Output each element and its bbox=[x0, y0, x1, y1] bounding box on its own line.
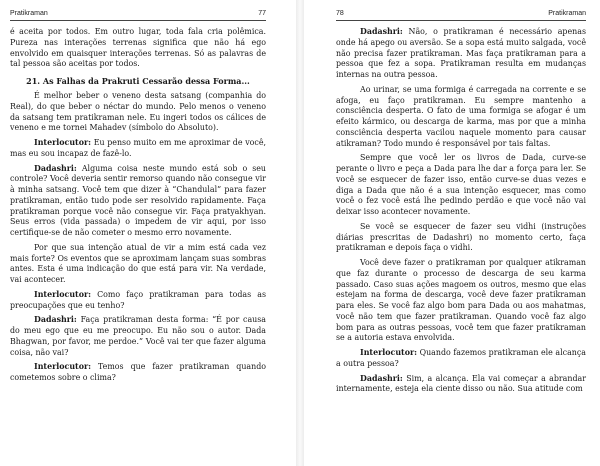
speaker-label: Dadashri: bbox=[360, 373, 403, 383]
running-title: Pratikraman bbox=[548, 10, 586, 17]
paragraph-text: Faça pratikraman desta forma: “É por causa do meu ego que eu me preocupo. Eu não sou o autor. Dada Bhagwan, por favor, me perdoe.” Você vai ter que fazer alguma coisa, não vai? bbox=[10, 315, 266, 357]
speaker-label: Dadashri: bbox=[34, 163, 77, 173]
paragraph: Sempre que você ler os livros de Dada, curve-se perante o livro e peça a Dada para lhe dar a força para ler. Se você se esquecer de fazer isso, então curve-se duas vezes e diga a Dada que não é a sua intenção esquecer, mas como você o fez você está lhe pedindo perdão e que você não vai deixar isso acontecer novamente. bbox=[336, 153, 586, 216]
right-page-body bbox=[336, 27, 586, 395]
speaker-label: Dadashri: bbox=[34, 315, 77, 325]
paragraph-text: Temos que fazer pratikraman quando cometemos sobre o clima? bbox=[10, 362, 266, 382]
left-page-header bbox=[10, 4, 266, 21]
left-page-body bbox=[10, 27, 266, 384]
paragraph bbox=[336, 348, 586, 370]
paragraph-text: Não, o pratikraman é necessário apenas onde há apego ou aversão. Se a sopa está muito salgada, você não precisa fazer pratikraman. Mas faça pratikraman para a pessoa que fez a sopa. Pratikraman resulta em mudanças internas na outra pessoa. bbox=[336, 27, 586, 79]
paragraph: Por que sua intenção atual de vir a mim está cada vez mais forte? Os eventos que se aproximam lançam suas sombras antes. Esta é uma indicação do que está para vir. Na verdade, vai acontecer. bbox=[10, 242, 266, 284]
speaker-label: Dadashri: bbox=[360, 27, 403, 36]
paragraph-text: Alguma coisa neste mundo está sob o seu controle? Você deveria sentir remorso quando não consegue vir à minha satsang. Você tem que dizer à “Chandulal” para fazer pratikraman, então tudo pode ser resolvido rapidamente. Faça pratikraman porque você não consegue vir. Faça pratyakhyan. Seus erros (vida passada) o impedem de vir aqui, por isso certifique-se de não cometer o mesmo erro novamente. bbox=[10, 163, 266, 237]
speaker-label: Interlocutor: bbox=[360, 348, 418, 357]
left-page bbox=[0, 0, 296, 466]
running-title: Pratikraman bbox=[10, 10, 48, 17]
paragraph bbox=[336, 27, 586, 81]
paragraph: Ao urinar, se uma formiga é carregada na corrente e se afoga, eu faço pratikraman. Eu sempre mantenho a consciência desperta. O fato de uma formiga se afogar é um efeito kármico, ou descarga de karma, mas por que a minha consciência desperta vacilou naquele momento para causar atikraman? Todo mundo é responsável por tais faltas. bbox=[336, 84, 586, 148]
speaker-label: Interlocutor: bbox=[34, 289, 92, 299]
section-heading: 21. As Falhas da Prakruti Cessarão dessa Forma... bbox=[26, 76, 250, 86]
paragraph: é aceita por todos. Em outro lugar, toda fala cria polêmica. Pureza nas interações terrenas significa que não há ego envolvido em quaisquer interações terrenas. Só as palavras de tal pessoa são aceitas por todos. bbox=[10, 27, 266, 69]
paragraph-text: Quando fazemos pratikraman ele alcança a outra pessoa? bbox=[336, 348, 586, 368]
speaker-label: Interlocutor: bbox=[34, 362, 92, 372]
paragraph-text: Como faço pratikraman para todas as preocupações que eu tenho? bbox=[10, 289, 266, 310]
right-page-header bbox=[336, 4, 586, 21]
paragraph: Se você se esquecer de fazer seu vidhi (instruções diárias prescritas de Dadashri) no momento certo, faça pratikraman e depois faça o vidhi. bbox=[336, 221, 586, 253]
page-number: 77 bbox=[258, 10, 266, 17]
paragraph bbox=[336, 374, 586, 396]
paragraph: Você deve fazer o pratikraman por qualquer atikraman que faz durante o processo de descarga de seu karma passado. Caso suas ações magoem os outros, mesmo que elas estejam na forma de descarga, você deve fazer pratikraman para eles. Se você faz algo bom para Dada ou aos mahatmas, você não tem que fazer pratikraman. Quando você faz algo bom para as outras pessoas, você tem que fazer pratikraman se a autoria estava envolvida. bbox=[336, 258, 586, 343]
speaker-label: Interlocutor: bbox=[34, 138, 92, 147]
paragraph bbox=[10, 138, 266, 160]
paragraph: É melhor beber o veneno desta satsang (companhia do Real), do que beber o néctar do mundo. Pelo menos o veneno da satsang tem pratikraman nele. Eu ingeri todos os cálices de veneno e me tornei Mahadev (símbolo do Absoluto). bbox=[10, 91, 266, 133]
paragraph bbox=[10, 315, 266, 358]
page-number: 78 bbox=[336, 10, 344, 17]
paragraph-text: Eu penso muito em me aproximar de você, mas eu sou incapaz de fazê-lo. bbox=[10, 138, 266, 158]
paragraph bbox=[10, 290, 266, 312]
paragraph-text: Sim, a alcança. Ela vai começar a abrandar internamente, esteja ela ciente disso ou não. Sua atitude com bbox=[336, 373, 586, 394]
paragraph bbox=[10, 362, 266, 384]
book-gutter bbox=[296, 0, 304, 466]
paragraph bbox=[10, 164, 266, 239]
right-page bbox=[304, 0, 600, 466]
